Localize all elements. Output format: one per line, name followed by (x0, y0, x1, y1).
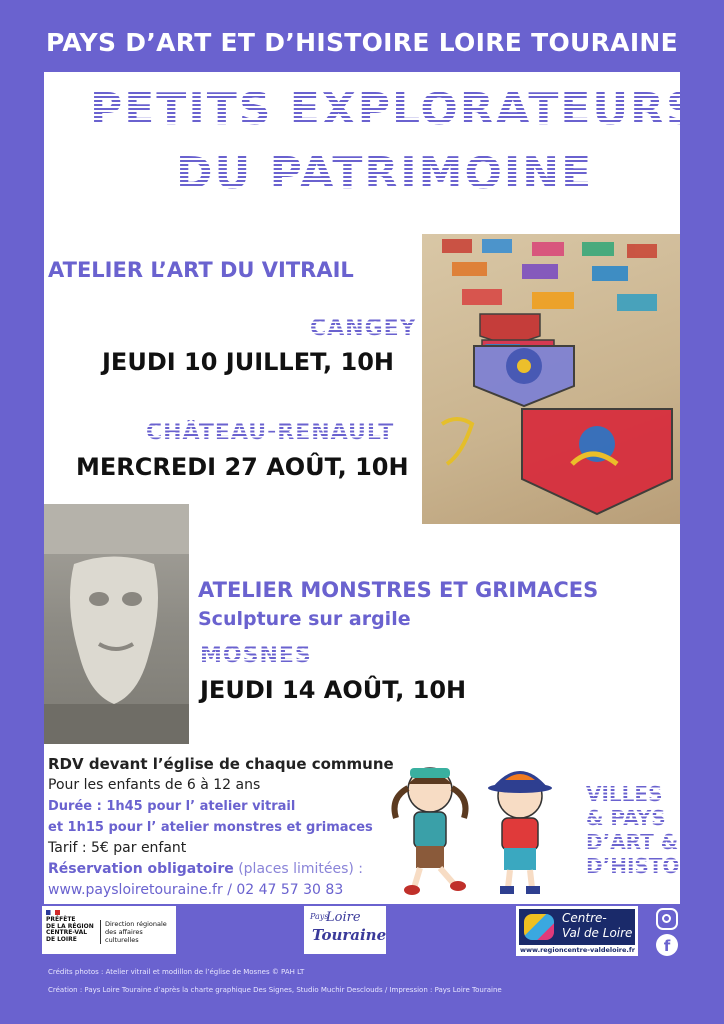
logo-touraine: Touraine (312, 926, 387, 944)
kids-illustration (380, 760, 580, 900)
atelier1-date1: JEUDI 10 JUILLET, 10H (102, 348, 395, 376)
info-reservation: Réservation obligatoire (48, 861, 234, 877)
logo-pays: Pays (310, 912, 329, 921)
pays-loire-touraine-logo (304, 906, 386, 954)
region-line1: Centre- (562, 911, 607, 925)
region-heart-icon (524, 914, 554, 940)
info-duree1: Durée : 1h45 pour l’ atelier vitrail (48, 799, 296, 814)
atelier1-date2: MERCREDI 27 AOÛT, 10H (76, 453, 409, 481)
info-age: Pour les enfants de 6 à 12 ans (48, 777, 261, 793)
hero-line2: DU PATRIMOINE (176, 148, 594, 199)
info-places: (places limitées) : (233, 861, 364, 877)
atelier2-place: MOSNES (200, 643, 312, 668)
drac-text (100, 920, 176, 944)
credits-creation: Création : Pays Loire Touraine d’après la charte graphique Des Signes, Studio Muchir Desclouds / Impression : Pays Loire Touraine (48, 986, 502, 994)
info-rdv: RDV devant l’église de chaque commune (48, 755, 394, 773)
vpah-line2: & PAYS (586, 806, 680, 830)
logo-loire: Loire (326, 910, 361, 925)
vitrail-photo (422, 234, 680, 524)
facebook-icon[interactable]: f (656, 934, 678, 956)
instagram-icon[interactable] (656, 908, 678, 930)
drac-line2: des affaires culturelles (105, 928, 143, 944)
atelier1-place2: CHÂTEAU-RENAULT (146, 420, 395, 445)
atelier2-title: ATELIER MONSTRES ET GRIMACES (198, 578, 599, 602)
atelier2-date: JEUDI 14 AOÛT, 10H (200, 676, 467, 704)
info-duree2: et 1h15 pour l’ atelier monstres et grimaces (48, 820, 373, 835)
prefet-line1: PRÉFÈTE (46, 916, 76, 923)
credits-photos: Crédits photos : Atelier vitrail et modillon de l’église de Mosnes © PAH LT (48, 968, 305, 976)
hero-line1: PETITS EXPLORATEURS (90, 84, 700, 135)
atelier2-subtitle: Sculpture sur argile (198, 608, 411, 630)
info-block (48, 754, 394, 901)
region-logo (516, 906, 638, 956)
flag-icon (46, 910, 60, 915)
modillon-photo (44, 504, 189, 744)
region-line2: Val de Loire (562, 926, 633, 940)
prefet-line4: DE LOIRE (46, 935, 77, 943)
prefet-line2: DE LA RÉGION (46, 922, 94, 930)
prefet-line3: CENTRE-VAL (46, 929, 88, 936)
atelier1-place1: CANGEY (310, 316, 417, 341)
info-contact[interactable]: www.paysloiretouraine.fr / 02 47 57 30 83 (48, 882, 344, 898)
vpah-line1: VILLES (586, 782, 680, 806)
header-title: PAYS D’ART ET D’HISTOIRE LOIRE TOURAINE (45, 28, 679, 57)
vpah-logo (586, 782, 716, 902)
vpah-line4: D’HISTOIRE (586, 854, 716, 878)
vpah-line3: D’ART & (586, 830, 679, 854)
prefet-text (46, 917, 94, 943)
prefet-logo (42, 906, 176, 954)
region-url: www.regioncentre-valdeloire.fr (520, 946, 635, 954)
drac-line1: Direction régionale (105, 920, 167, 928)
info-tarif: Tarif : 5€ par enfant (48, 840, 187, 856)
atelier1-title: ATELIER L’ART DU VITRAIL (48, 258, 354, 282)
